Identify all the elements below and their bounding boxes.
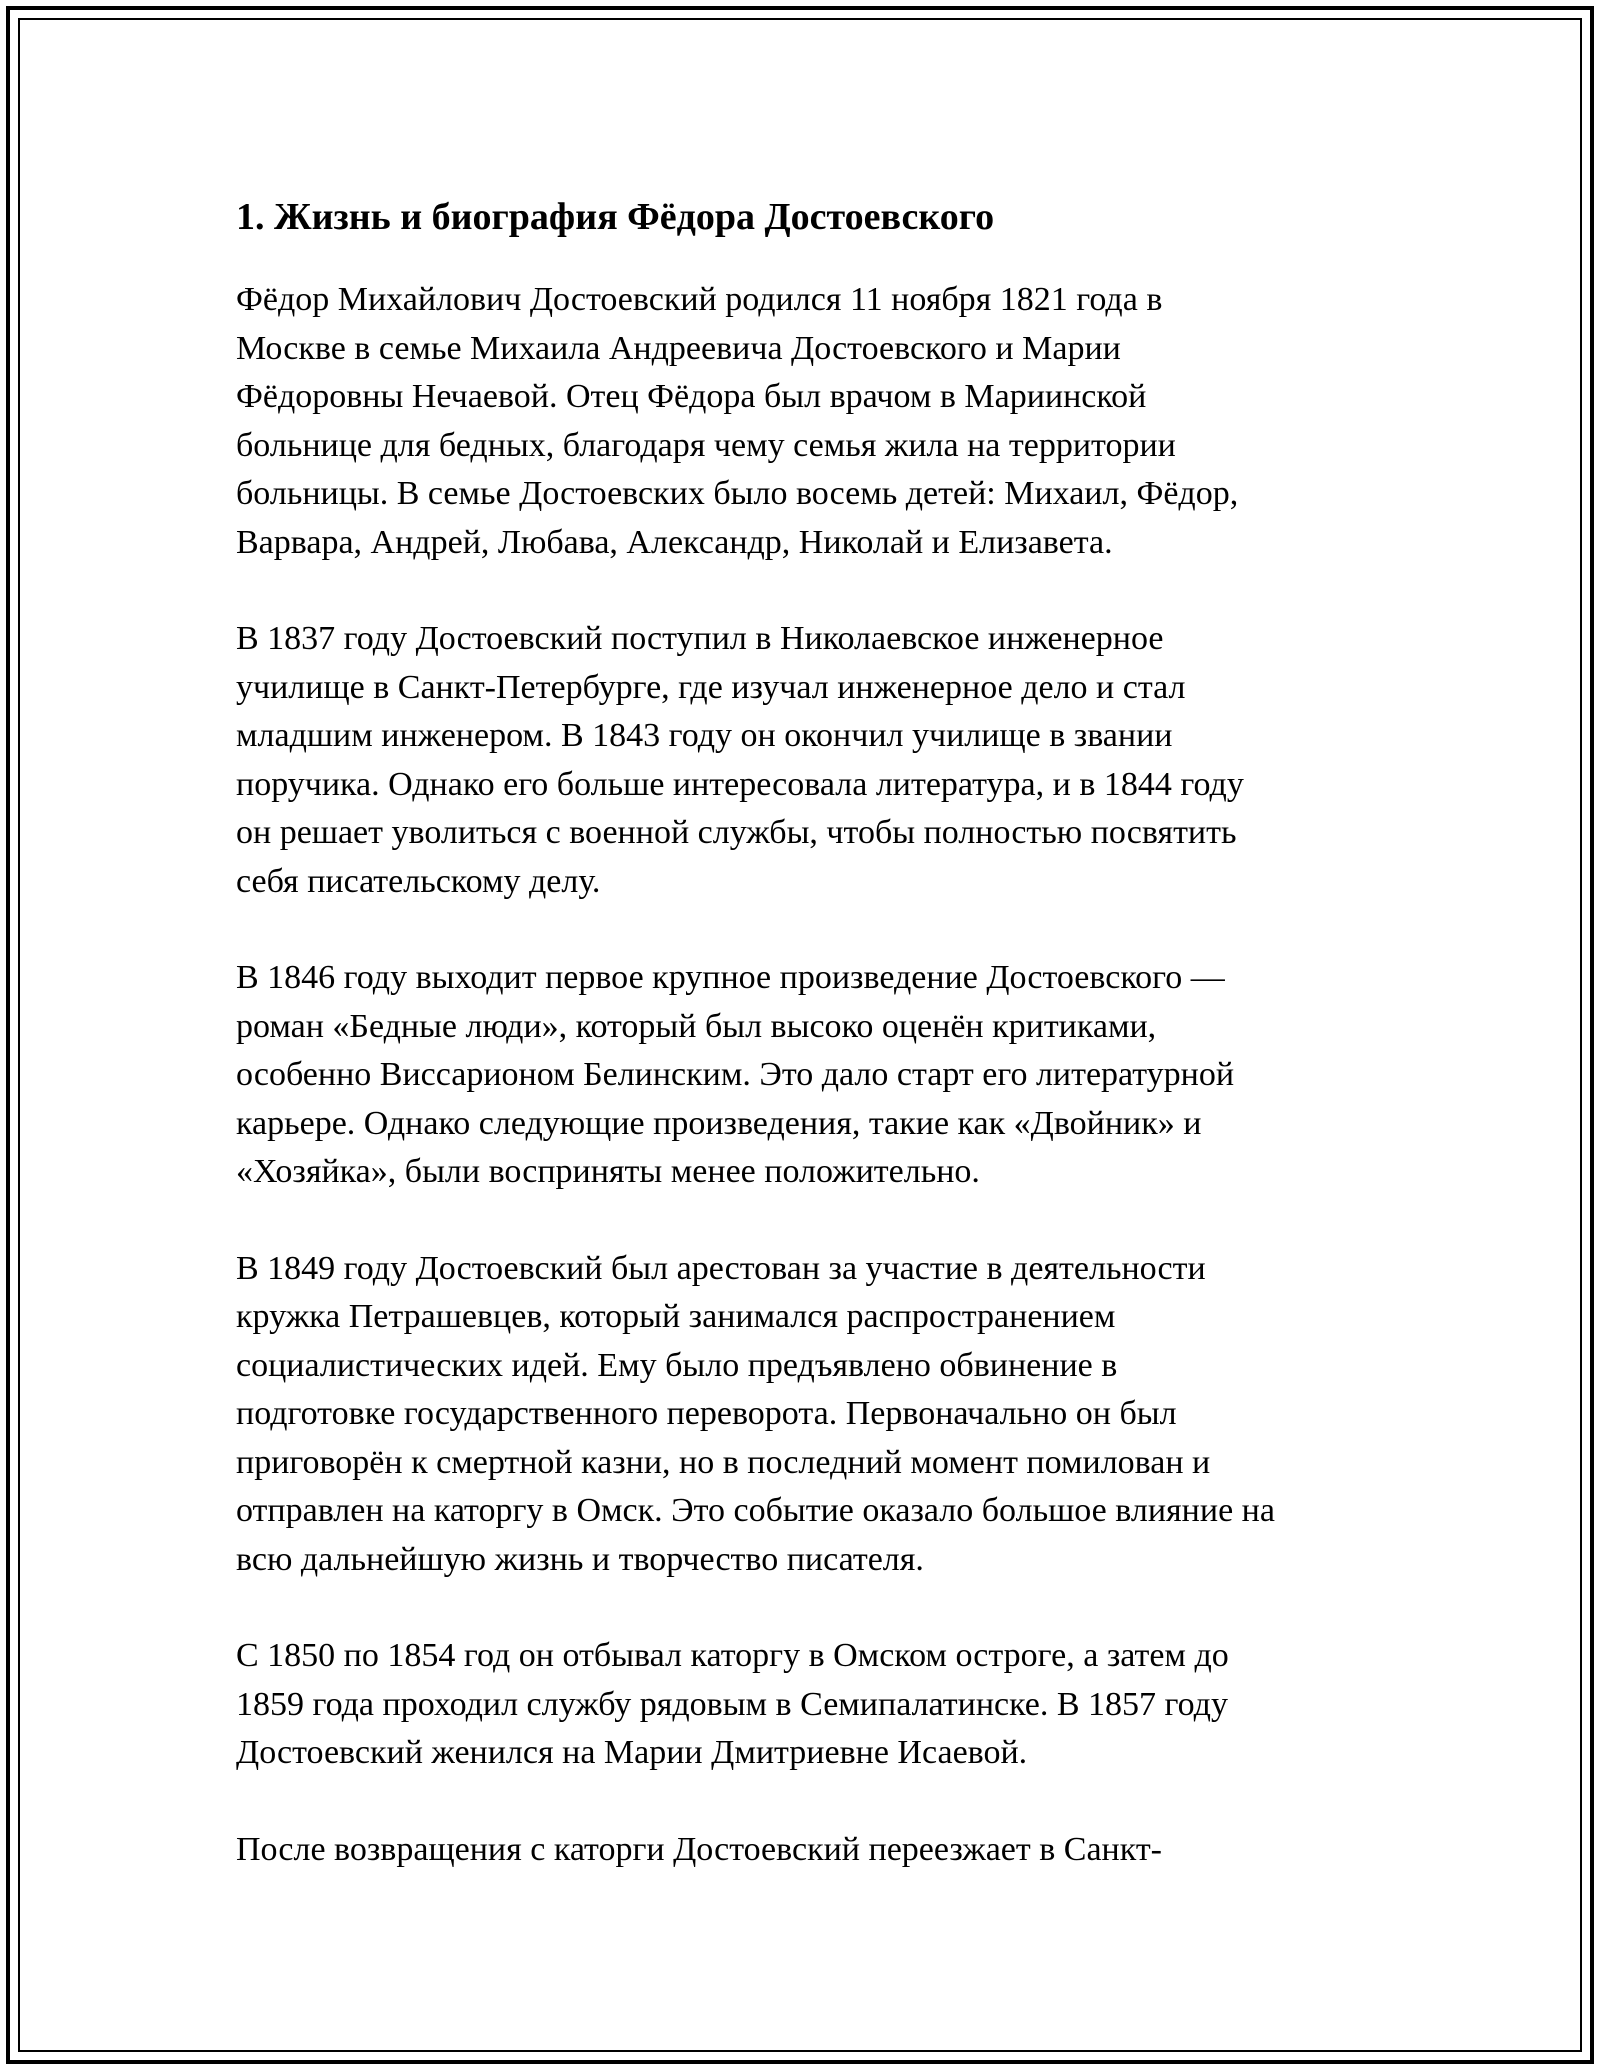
section-heading: 1. Жизнь и биография Фёдора Достоевского [236, 196, 995, 238]
paragraph-arrest: В 1849 году Достоевский был арестован за участие в деятельности кружка Петрашевцев, который занимался распространением социалистических идей. Ему было предъявлено обвинение в подготовке государственного переворота. Первоначально он был приговорён к смертной казни, но в последний момент помилован и отправлен на каторгу в Омск. Это событие оказало большое влияние на всю дальнейшую жизнь и творчество писателя. [236, 1249, 1275, 1578]
paragraph-engineering-school: В 1837 году Достоевский поступил в Николаевское инженерное училище в Санкт-Петербурге, где изучал инженерное дело и стал младшим инженером. В 1843 году он окончил училище в звании поручика. Однако его больше интересовала литература, и в 1844 году он решает уволиться с военной службы, чтобы полностью посвятить себя писательскому делу. [236, 620, 1244, 900]
paragraph-birth: Фёдор Михайлович Достоевский родился 11 ноября 1821 года в Москве в семье Михаила Андреевича Достоевского и Марии Фёдоровны Нечаевой. Отец Фёдора был врачом в Мариинской больнице для бедных, благодаря чему семья жила на территории больницы. В семье Достоевских было восемь детей: Михаил, Фёдор, Варвара, Андрей, Любава, Александр, Николай и Елизавета. [236, 281, 1239, 561]
paragraph-first-novel: В 1846 году выходит первое крупное произведение Достоевского — роман «Бедные люди», который был высоко оценён критиками, особенно Виссарионом Белинским. Это дало старт его литературной карьере. Однако следующие произведения, такие как «Двойник» и «Хозяйка», были восприняты менее положительно. [236, 959, 1235, 1190]
paragraph-katorga: С 1850 по 1854 год он отбывал каторгу в Омском остроге, а затем до 1859 года проходил службу рядовым в Семипалатинске. В 1857 году Достоевский женился на Марии Дмитриевне Исаевой. [236, 1637, 1229, 1771]
paragraph-return: После возвращения с каторги Достоевский переезжает в Санкт- [236, 1830, 1163, 1868]
document-body [236, 188, 1386, 1922]
